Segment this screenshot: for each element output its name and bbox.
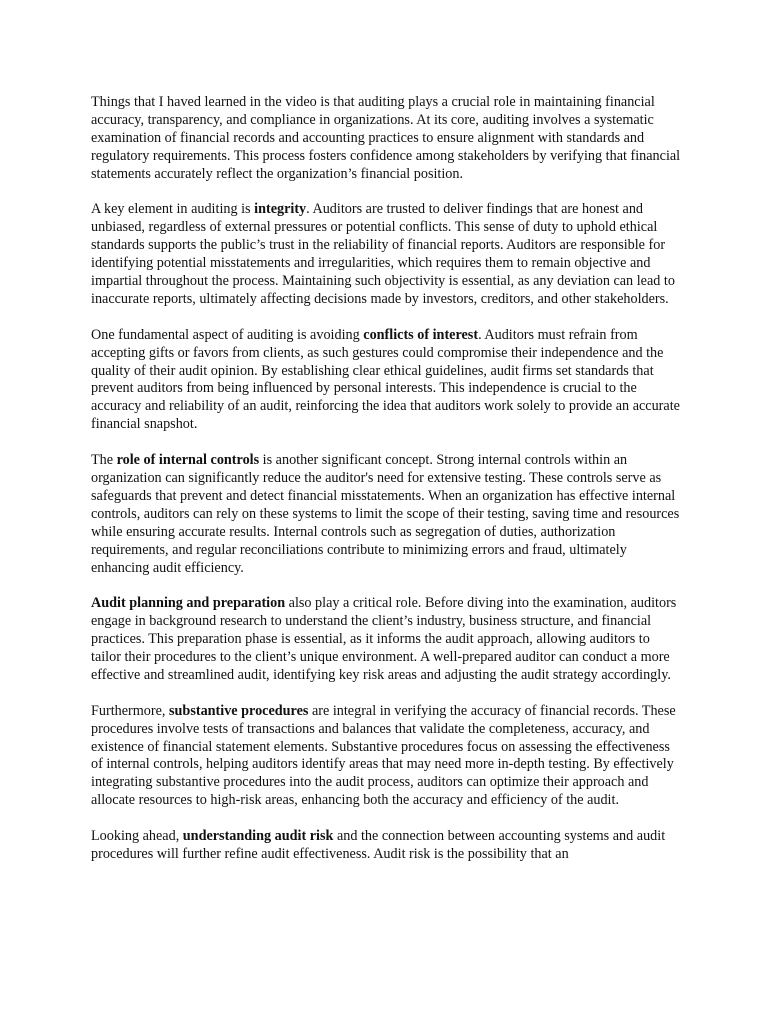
paragraph-text: Furthermore, [91,702,170,719]
paragraph-audit-risk [91,828,681,864]
paragraph-text: The [91,452,117,469]
paragraph-text: . Auditors are trusted to deliver findings that are honest and unbiased, regardless of external pressures or potential conflicts. This sense of duty to uphold ethical standards supports the public’s trust in the reliability of financial reports. Auditors are responsible for identifying potential misstatements and irregularities, which requires them to remain objective and impartial throughout the process. Maintaining such objectivity is essential, as any deviation can lead to inaccurate reports, ultimately affecting decisions made by investors, creditors, and other stakeholders. [91,201,675,307]
paragraph-integrity [91,201,681,308]
paragraph-text: . Auditors must refrain from accepting gifts or favors from clients, as such gestures could compromise their independence and the quality of their audit opinion. By establishing clear ethical guidelines, audit firms set standards that prevent auditors from being influenced by personal interests. This independence is crucial to the accuracy and reliability of an audit, reinforcing the idea that auditors work solely to provide an accurate financial snapshot. [91,326,680,433]
paragraph-text: One fundamental aspect of auditing is avoiding [91,326,364,343]
paragraph-substantive [91,703,681,810]
bold-term: Audit planning and preparation [91,595,286,612]
paragraph-text: also play a critical role. Before diving into the examination, auditors engage in background research to understand the client’s industry, business structure, and financial practices. This preparation phase is essential, as it informs the audit approach, allowing auditors to tailor their procedures to the client’s unique environment. A well-prepared auditor can conduct a more effective and streamlined audit, identifying key risk areas and adjusting the audit strategy accordingly. [91,595,677,683]
document-body [91,94,681,882]
paragraph-text: A key element in auditing is [91,201,255,218]
bold-term: conflicts of interest [363,326,479,343]
bold-term: role of internal controls [116,452,260,469]
bold-term: substantive procedures [169,702,309,719]
paragraph-intro [91,94,681,184]
bold-term: understanding audit risk [182,828,334,845]
paragraph-text: are integral in verifying the accuracy of financial records. These procedures involve tests of transactions and balances that validate the completeness, accuracy, and existence of financial statement elements. Substantive procedures focus on assessing the effectiveness of internal controls, helping auditors identify areas that may need more in-depth testing. By effectively integrating substantive procedures into the audit process, auditors can optimize their approach and allocate resources to high-risk areas, enhancing both the accuracy and efficiency of the audit. [91,702,676,809]
paragraph-text: and the connection between accounting systems and audit procedures will further refine audit effectiveness. Audit risk is the possibility that an [91,828,666,862]
paragraph-conflicts [91,327,681,434]
paragraph-planning [91,595,681,685]
paragraph-internal-controls [91,452,681,577]
paragraph-text: Things that I haved learned in the video is that auditing plays a crucial role in maintaining financial accuracy, transparency, and compliance in organizations. At its core, auditing involves a systematic examination of financial records and accounting practices to ensure alignment with standards and regulatory requirements. This process fosters confidence among stakeholders by verifying that financial statements accurately reflect the organization’s financial position. [91,94,681,182]
paragraph-text: is another significant concept. Strong internal controls within an organization can significantly reduce the auditor's need for extensive testing. These controls serve as safeguards that prevent and detect financial misstatements. When an organization has effective internal controls, auditors can rely on these systems to limit the scope of their testing, saving time and resources while ensuring accurate results. Internal controls such as segregation of duties, authorization requirements, and regular reconciliations contribute to minimizing errors and fraud, ultimately enhancing audit efficiency. [91,452,680,576]
bold-term: integrity [254,201,307,218]
paragraph-text: Looking ahead, [91,828,183,845]
